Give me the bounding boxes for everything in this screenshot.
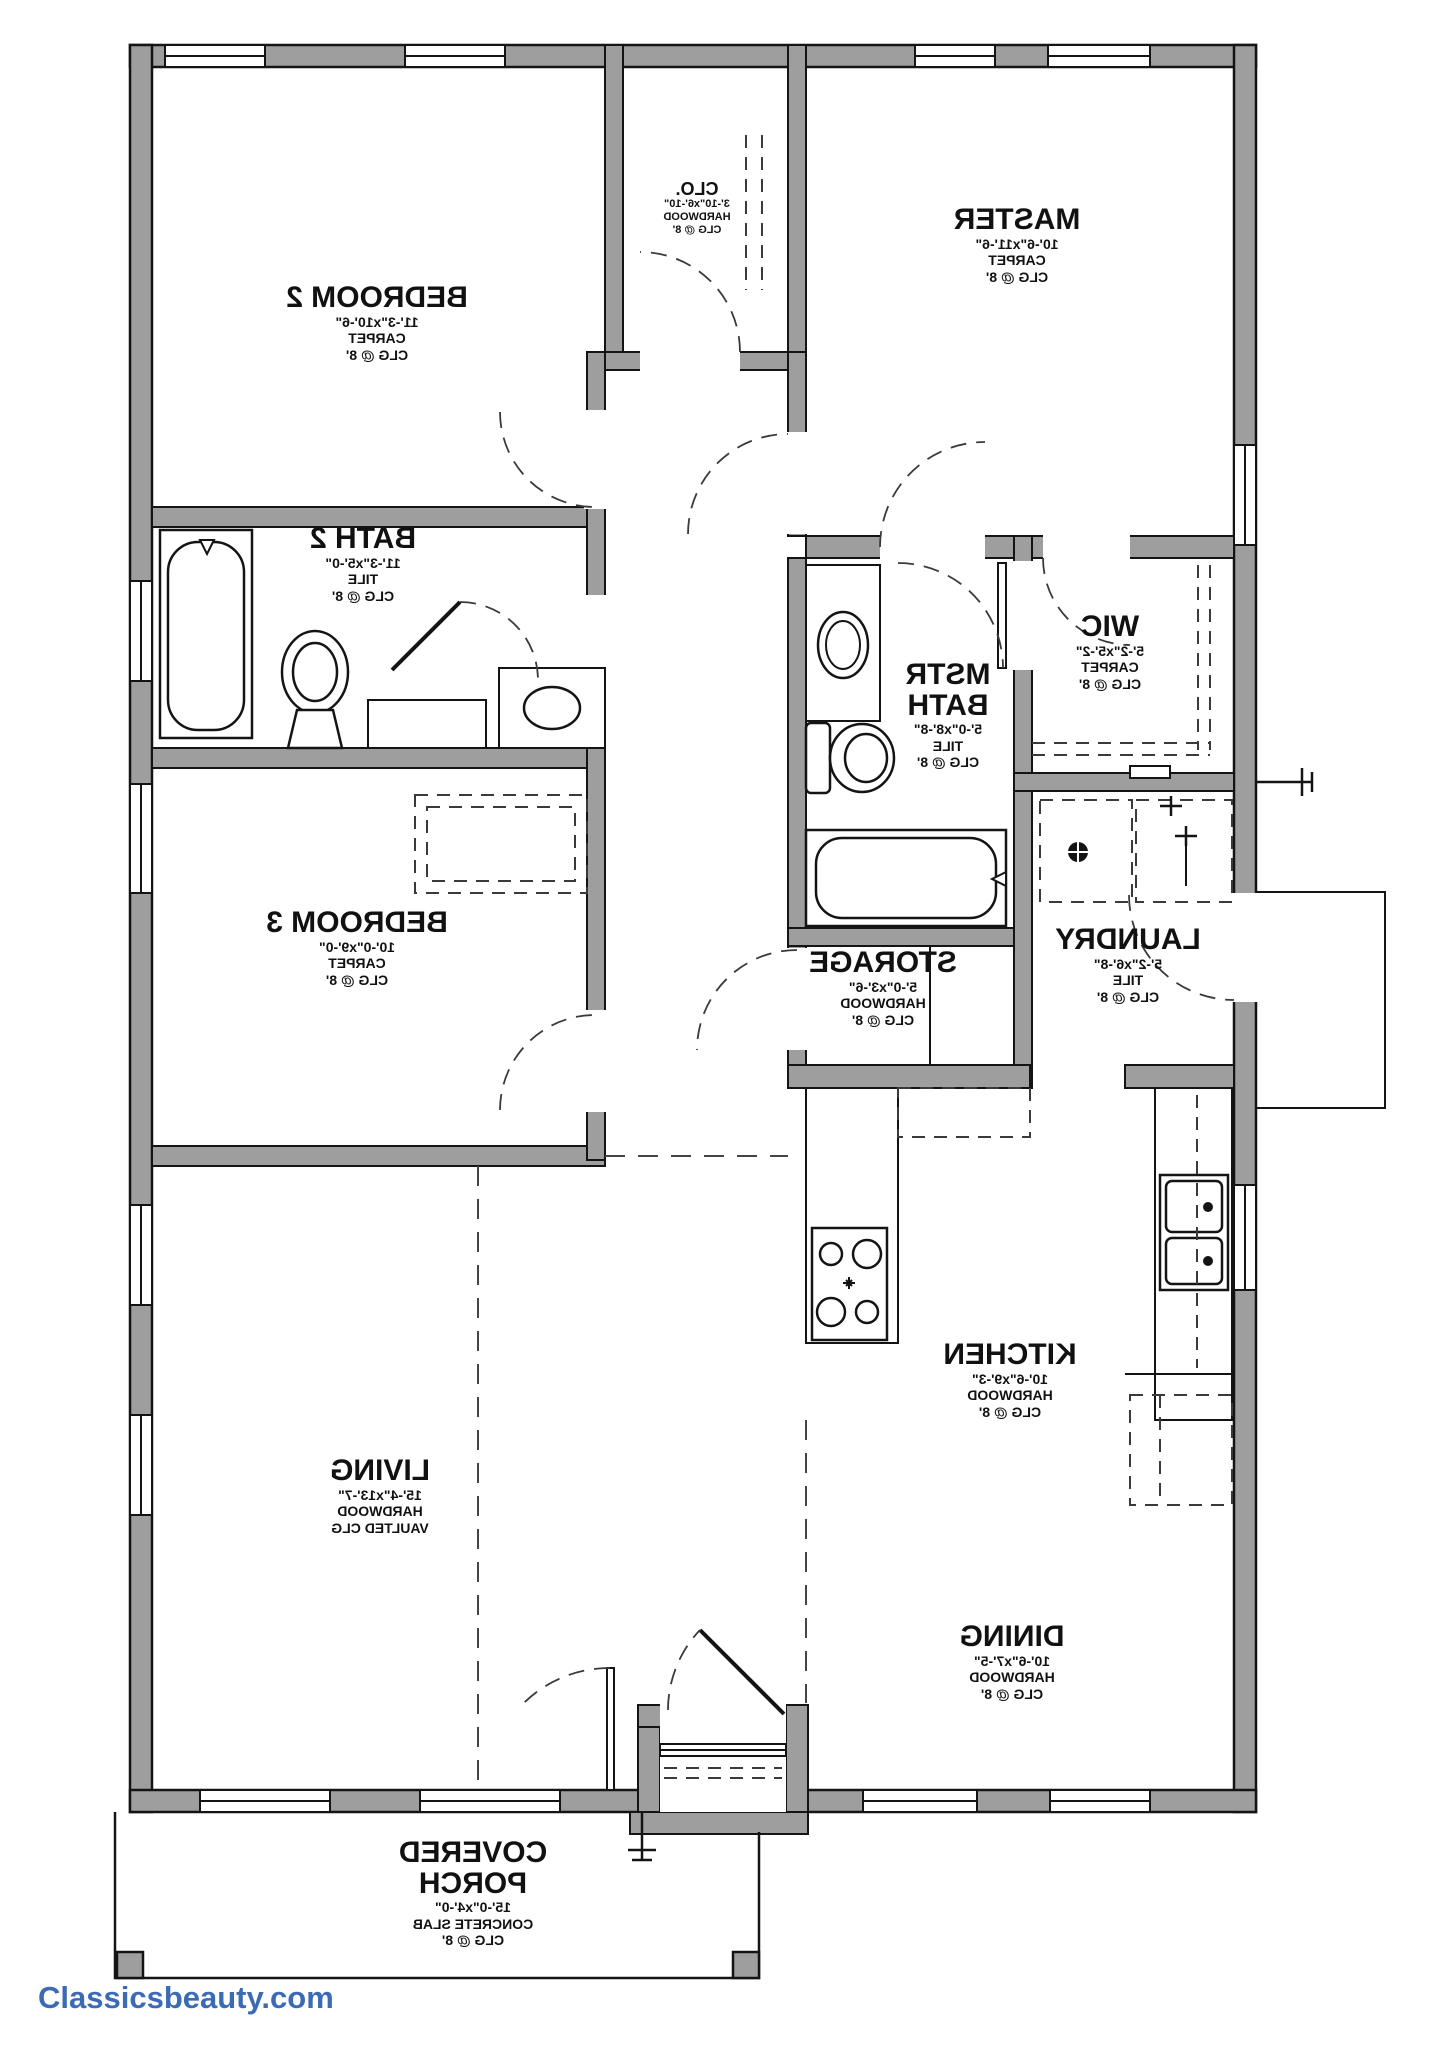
room-ceiling: CLG @ 8' [980,1685,1044,1702]
room-floor: CARPET [1081,659,1139,676]
room-ceiling: CLG @ 8' [978,1403,1042,1420]
room-label-wic [1035,612,1185,692]
electrical-panel [1130,766,1170,778]
room-dims: 15'-4"x13'-7" [338,1486,422,1503]
room-label-bath2 [253,524,473,604]
room-dims: 11'-3"x5'-0" [325,554,401,571]
room-label-living [270,1456,490,1536]
room-name: BEDROOM 3 [266,906,448,939]
room-label-storage [793,948,973,1028]
room-floor: TILE [1112,972,1144,989]
laundry-stoop-outline [1256,892,1385,1108]
room-name: COVERED PORCH [398,1836,548,1900]
room-ceiling: VAULTED CLG [331,1519,429,1536]
room-dims: 5'-2"x6'-8" [1093,955,1163,972]
room-floor: HARDWOOD [969,1669,1055,1686]
room-name: LIVING [330,1454,431,1487]
room-ceiling: CLG @ 8' [1096,988,1160,1005]
room-ceiling: CLG @ 8' [345,346,409,363]
room-floor: CARPET [988,252,1046,269]
room-floor: TILE [347,571,379,588]
room-ceiling: CLG @ 8' [441,1932,505,1949]
room-name: WIC [1080,610,1140,643]
room-floor: CONCRETE SLAB [412,1915,534,1932]
room-ceiling: CLG @ 8' [985,268,1049,285]
room-name: CLO. [675,179,719,199]
mstr-bath-toilet-icon [806,723,894,793]
room-label-master [907,205,1127,285]
room-label-bedroom2 [267,283,487,363]
ceiling-break-lines [478,1156,806,1790]
room-dims: 10'-6"x7'-5" [974,1652,1050,1669]
bath2-toilet-icon [282,631,348,748]
room-dims: 10'-6"x9'-3" [972,1370,1048,1387]
room-dims: 5'-0"x8'-8" [913,721,983,738]
room-floor: HARDWOOD [840,995,926,1012]
mstr-bath-tub-icon [806,830,1006,926]
room-name: KITCHEN [943,1338,1077,1371]
room-dims: 11'-3"x10'-6" [335,313,419,330]
room-name: STORAGE [809,946,957,979]
room-ceiling: CLG @ 8' [672,224,722,237]
room-name: BATH 2 [309,522,417,555]
room-floor: HARDWOOD [337,1503,423,1520]
room-floor: CARPET [348,330,406,347]
room-label-dining [902,1622,1122,1702]
room-label-clo [647,180,747,237]
room-label-covered-porch [378,1838,568,1949]
room-dims: 3'-10"x6'-10" [664,198,730,211]
room-dims: 10'-0"x9'-0" [319,938,395,955]
room-name: DINING [959,1620,1065,1653]
room-name: BEDROOM 2 [286,281,468,314]
room-floor: TILE [932,737,964,754]
room-floor: HARDWOOD [967,1387,1053,1404]
porch-posts [117,1952,759,1978]
room-label-kitchen [900,1340,1120,1420]
room-floor: HARDWOOD [663,211,731,224]
room-floor: CARPET [328,955,386,972]
room-ceiling: CLG @ 8' [325,971,389,988]
room-ceiling: CLG @ 8' [851,1011,915,1028]
room-dims: 5'-2"x5'-2" [1075,642,1145,659]
room-dims: 15'-0"x4'-0" [435,1899,511,1916]
room-name: MSTR BATH [905,658,991,722]
bath2-vanity [368,668,605,748]
room-ceiling: CLG @ 8' [331,587,395,604]
mstr-bath-vanity [806,565,880,721]
kitchen-sink-icon [1160,1175,1228,1290]
room-name: MASTER [953,203,1081,236]
room-ceiling: CLG @ 8' [916,754,980,771]
room-label-mstr-bath [883,660,1013,771]
watermark-link[interactable]: Classicsbeauty.com [38,1980,334,2015]
room-name: LAUNDRY [1055,923,1201,956]
hose-bib-right-icon [1256,768,1312,796]
room-label-laundry [1038,925,1218,1005]
stove-icon [812,1228,887,1340]
room-label-bedroom3 [247,908,467,988]
room-ceiling: CLG @ 8' [1078,675,1142,692]
bath2-tub-icon [160,530,252,738]
room-dims: 10'-6"x11'-6" [975,235,1059,252]
room-dims: 5'-0"x3'-6" [848,978,918,995]
